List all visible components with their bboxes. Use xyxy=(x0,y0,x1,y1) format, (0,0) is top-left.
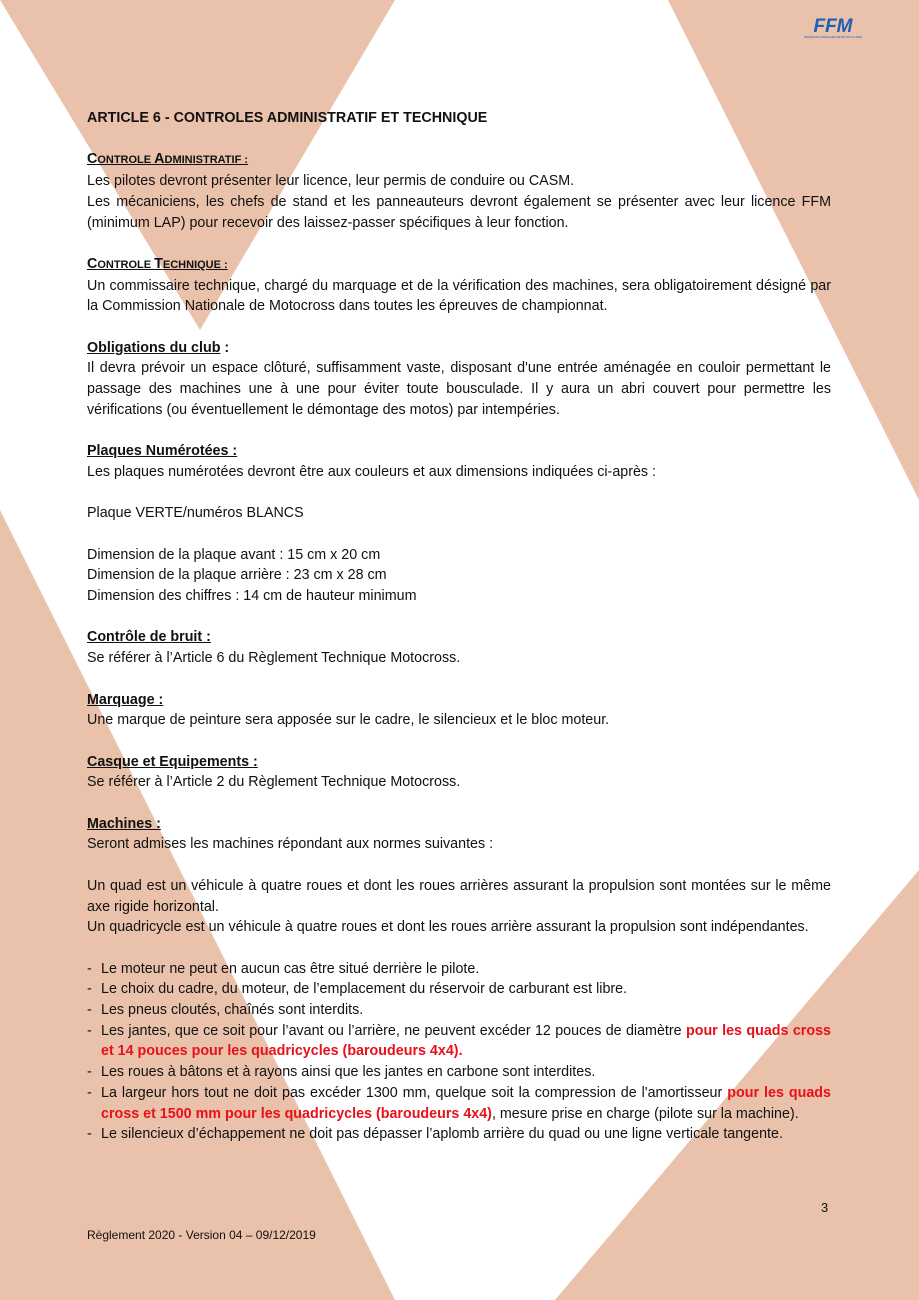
machines-rules-list xyxy=(87,959,831,1145)
list-item xyxy=(87,959,831,980)
plaques-color: Plaque VERTE/numéros BLANCS xyxy=(87,505,304,522)
rule-2-text: Le choix du cadre, du moteur, de l’emplacement du réservoir de carburant est libre. xyxy=(101,981,628,998)
admin-heading-initial-a: A xyxy=(154,151,165,168)
rule-1-text: Le moteur ne peut en aucun cas être situé derrière le pilote. xyxy=(101,960,480,977)
admin-heading-part1: ONTROLE xyxy=(97,154,155,167)
plaques-dim-front: Dimension de la plaque avant : 15 cm x 20 cm xyxy=(87,546,381,563)
casque-text: Se référer à l’Article 2 du Règlement Technique Motocross. xyxy=(87,774,461,791)
admin-heading-part2: DMINISTRATIF : xyxy=(164,154,249,167)
ffm-logo-subtitle: FÉDÉRATION FRANÇAISE DE MOTOCYCLISME xyxy=(803,36,863,39)
plaques-heading: Plaques Numérotées : xyxy=(87,443,238,460)
club-text: Il devra prévoir un espace clôturé, suffisamment vaste, disposant d'une entrée aménagée en couloir permettant le passage des machines une à une pour éviter toute bousculade. Il y aura un abri couvert pour permettre les vérifications (ou éventuellement le démontage des motos) par intempéries. xyxy=(87,360,831,418)
technique-heading-part2: ECHNIQUE : xyxy=(162,258,228,271)
plaques-dim-digits: Dimension des chiffres : 14 cm de hauteur minimum xyxy=(87,588,417,605)
technique-text: Un commissaire technique, chargé du marquage et de la vérification des machines, sera obligatoirement désigné par la Commission Nationale de Motocross dans toutes les épreuves de championnat. xyxy=(87,277,831,315)
admin-line-2: Les mécaniciens, les chefs de stand et les panneauteurs devront également se présenter avec leur licence FFM (minimum LAP) pour recevoir des laissez-passer spécifiques à leur fonction. xyxy=(87,193,831,231)
list-item xyxy=(87,979,831,1000)
rule-3-text: Les pneus cloutés, chaînés sont interdits. xyxy=(101,1002,364,1019)
rule-4-highlight: pour les quads cross et 14 pouces pour les quadricycles (baroudeurs 4x4) xyxy=(101,1022,831,1060)
admin-heading-initial-c: C xyxy=(87,151,98,168)
list-item xyxy=(87,1021,831,1062)
machines-intro: Seront admises les machines répondant aux normes suivantes : xyxy=(87,836,494,853)
ffm-logo-text: FFM xyxy=(813,16,853,37)
admin-line-1: Les pilotes devront présenter leur licence, leur permis de conduire ou CASM. xyxy=(87,173,575,190)
machines-heading: Machines : xyxy=(87,815,161,832)
rule-4-text: Les jantes, que ce soit pour l’avant ou l’arrière, ne peuvent excéder 12 pouces de diamètre xyxy=(101,1022,686,1039)
bruit-text: Se référer à l’Article 6 du Règlement Technique Motocross. xyxy=(87,650,461,667)
footer-text: Règlement 2020 - Version 04 – 09/12/2019 xyxy=(87,1228,316,1242)
list-item xyxy=(87,1062,831,1083)
marquage-text: Une marque de peinture sera apposée sur le cadre, le silencieux et le bloc moteur. xyxy=(87,712,610,729)
rule-6-text-end: , mesure prise en charge (pilote sur la machine). xyxy=(491,1105,799,1122)
marquage-heading: Marquage : xyxy=(87,691,164,708)
plaques-dim-rear: Dimension de la plaque arrière : 23 cm x 28 cm xyxy=(87,567,387,584)
rule-6-text: La largeur hors tout ne doit pas excéder 1300 mm, quelque soit la compression de l'amortisseur xyxy=(101,1084,728,1101)
club-heading-line xyxy=(87,338,831,359)
admin-heading xyxy=(87,149,831,171)
technique-heading-part1: ONTROLE xyxy=(97,258,155,271)
casque-heading: Casque et Equipements : xyxy=(87,753,258,770)
article-title: ARTICLE 6 - CONTROLES ADMINISTRATIF ET TECHNIQUE xyxy=(87,110,488,126)
club-heading-colon: : xyxy=(220,339,230,356)
club-heading: Obligations du club xyxy=(87,339,221,356)
list-item xyxy=(87,1000,831,1021)
page-number: 3 xyxy=(821,1200,829,1215)
rule-5-text: Les roues à bâtons et à rayons ainsi que les jantes en carbone sont interdites. xyxy=(101,1064,596,1081)
document-body xyxy=(87,108,831,1145)
machines-quadricycle-definition: Un quadricycle est un véhicule à quatre roues et dont les roues arrière assurant la propulsion sont indépendantes. xyxy=(87,919,809,936)
ffm-logo xyxy=(800,14,866,40)
technique-heading xyxy=(87,254,831,276)
bruit-heading: Contrôle de bruit : xyxy=(87,629,211,646)
technique-heading-initial-t: T xyxy=(154,255,163,272)
rule-6-highlight: pour les quads cross et 1500 mm pour les quadricycles (baroudeurs 4x4) xyxy=(101,1084,831,1122)
machines-quad-definition: Un quad est un véhicule à quatre roues et dont les roues arrières assurant la propulsion sont montées sur le même axe rigide horizontal. xyxy=(87,877,831,915)
technique-heading-initial-c: C xyxy=(87,255,98,272)
list-item xyxy=(87,1083,831,1124)
rule-7-text: Le silencieux d’échappement ne doit pas dépasser l’aplomb arrière du quad ou une ligne verticale tangente. xyxy=(101,1126,783,1143)
list-item xyxy=(87,1124,831,1145)
plaques-intro: Les plaques numérotées devront être aux couleurs et aux dimensions indiquées ci-après : xyxy=(87,463,657,480)
rule-4-end: . xyxy=(458,1043,463,1060)
